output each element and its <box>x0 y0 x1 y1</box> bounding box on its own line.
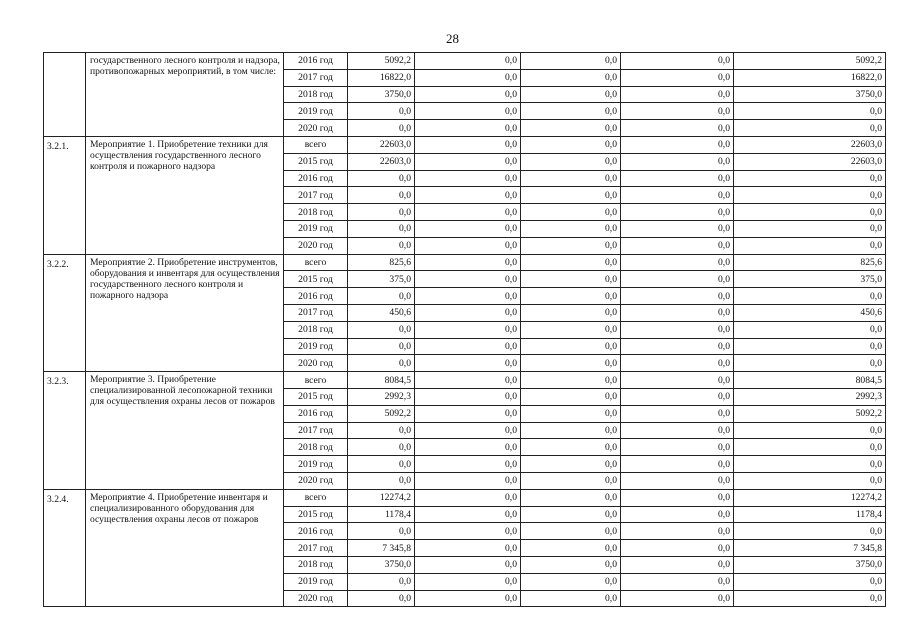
value-cell-4: 0,0 <box>621 288 734 305</box>
value-cell-4: 0,0 <box>621 439 734 456</box>
value-cell-1: 8084,5 <box>348 372 415 389</box>
value-cell-3: 0,0 <box>521 153 621 170</box>
value-cell-4: 0,0 <box>621 489 734 506</box>
value-cell-2: 0,0 <box>415 103 521 120</box>
value-cell-1: 0,0 <box>348 472 415 489</box>
value-cell-4: 0,0 <box>621 523 734 540</box>
period-cell: 2017 год <box>284 422 348 439</box>
value-cell-4: 0,0 <box>621 540 734 557</box>
period-cell: 2015 год <box>284 153 348 170</box>
period-cell: 2020 год <box>284 120 348 137</box>
value-cell-3: 0,0 <box>521 388 621 405</box>
value-cell-4: 0,0 <box>621 372 734 389</box>
value-cell-4: 0,0 <box>621 187 734 204</box>
period-cell: 2020 год <box>284 237 348 254</box>
budget-table <box>43 52 886 607</box>
value-cell-5: 22603,0 <box>734 153 886 170</box>
value-cell-5: 2992,3 <box>734 388 886 405</box>
value-cell-3: 0,0 <box>521 204 621 221</box>
value-cell-2: 0,0 <box>415 170 521 187</box>
value-cell-5: 0,0 <box>734 472 886 489</box>
value-cell-5: 0,0 <box>734 237 886 254</box>
value-cell-2: 0,0 <box>415 69 521 86</box>
value-cell-1: 0,0 <box>348 204 415 221</box>
value-cell-2: 0,0 <box>415 556 521 573</box>
value-cell-2: 0,0 <box>415 53 521 70</box>
value-cell-3: 0,0 <box>521 271 621 288</box>
value-cell-4: 0,0 <box>621 136 734 153</box>
value-cell-5: 1178,4 <box>734 506 886 523</box>
value-cell-5: 7 345,8 <box>734 540 886 557</box>
value-cell-1: 0,0 <box>348 321 415 338</box>
value-cell-1: 0,0 <box>348 590 415 607</box>
value-cell-1: 16822,0 <box>348 69 415 86</box>
value-cell-2: 0,0 <box>415 136 521 153</box>
value-cell-1: 0,0 <box>348 237 415 254</box>
value-cell-4: 0,0 <box>621 388 734 405</box>
value-cell-1: 375,0 <box>348 271 415 288</box>
value-cell-3: 0,0 <box>521 590 621 607</box>
value-cell-2: 0,0 <box>415 220 521 237</box>
value-cell-1: 0,0 <box>348 288 415 305</box>
value-cell-3: 0,0 <box>521 506 621 523</box>
value-cell-2: 0,0 <box>415 254 521 271</box>
value-cell-4: 0,0 <box>621 321 734 338</box>
value-cell-4: 0,0 <box>621 103 734 120</box>
value-cell-2: 0,0 <box>415 187 521 204</box>
value-cell-4: 0,0 <box>621 170 734 187</box>
period-cell: 2017 год <box>284 540 348 557</box>
value-cell-3: 0,0 <box>521 338 621 355</box>
value-cell-5: 8084,5 <box>734 372 886 389</box>
value-cell-2: 0,0 <box>415 120 521 137</box>
value-cell-2: 0,0 <box>415 237 521 254</box>
value-cell-5: 0,0 <box>734 204 886 221</box>
value-cell-1: 7 345,8 <box>348 540 415 557</box>
value-cell-1: 0,0 <box>348 573 415 590</box>
value-cell-2: 0,0 <box>415 523 521 540</box>
value-cell-3: 0,0 <box>521 120 621 137</box>
period-cell: 2017 год <box>284 69 348 86</box>
value-cell-4: 0,0 <box>621 69 734 86</box>
value-cell-1: 0,0 <box>348 422 415 439</box>
value-cell-5: 0,0 <box>734 170 886 187</box>
value-cell-3: 0,0 <box>521 237 621 254</box>
item-name: Мероприятие 3. Приобретение специализированной лесопожарной техники для осуществления охраны лесов от пожаров <box>86 372 284 490</box>
value-cell-3: 0,0 <box>521 456 621 473</box>
value-cell-1: 22603,0 <box>348 136 415 153</box>
period-cell: 2019 год <box>284 103 348 120</box>
value-cell-1: 0,0 <box>348 439 415 456</box>
period-cell: 2016 год <box>284 170 348 187</box>
value-cell-3: 0,0 <box>521 540 621 557</box>
period-cell: 2015 год <box>284 271 348 288</box>
value-cell-1: 5092,2 <box>348 53 415 70</box>
period-cell: 2016 год <box>284 523 348 540</box>
item-number: 3.2.2. <box>44 254 86 372</box>
item-name: Мероприятие 1. Приобретение техники для осуществления государственного лесного контроля и пожарного надзора <box>86 136 284 254</box>
value-cell-3: 0,0 <box>521 136 621 153</box>
value-cell-3: 0,0 <box>521 321 621 338</box>
table-row <box>44 254 886 271</box>
value-cell-5: 0,0 <box>734 573 886 590</box>
value-cell-4: 0,0 <box>621 456 734 473</box>
value-cell-3: 0,0 <box>521 405 621 422</box>
period-cell: 2019 год <box>284 456 348 473</box>
value-cell-4: 0,0 <box>621 422 734 439</box>
value-cell-4: 0,0 <box>621 120 734 137</box>
period-cell: 2016 год <box>284 288 348 305</box>
period-cell: 2018 год <box>284 204 348 221</box>
table-row <box>44 372 886 389</box>
value-cell-4: 0,0 <box>621 237 734 254</box>
value-cell-1: 2992,3 <box>348 388 415 405</box>
value-cell-4: 0,0 <box>621 506 734 523</box>
value-cell-1: 825,6 <box>348 254 415 271</box>
period-cell: 2019 год <box>284 220 348 237</box>
value-cell-5: 0,0 <box>734 187 886 204</box>
period-cell: 2020 год <box>284 355 348 372</box>
value-cell-5: 3750,0 <box>734 556 886 573</box>
value-cell-5: 0,0 <box>734 220 886 237</box>
value-cell-1: 0,0 <box>348 103 415 120</box>
value-cell-1: 0,0 <box>348 456 415 473</box>
item-number: 3.2.3. <box>44 372 86 490</box>
value-cell-4: 0,0 <box>621 86 734 103</box>
value-cell-3: 0,0 <box>521 439 621 456</box>
value-cell-2: 0,0 <box>415 540 521 557</box>
period-cell: 2019 год <box>284 573 348 590</box>
value-cell-2: 0,0 <box>415 338 521 355</box>
value-cell-4: 0,0 <box>621 304 734 321</box>
value-cell-1: 0,0 <box>348 120 415 137</box>
table-row <box>44 489 886 506</box>
value-cell-3: 0,0 <box>521 573 621 590</box>
value-cell-1: 5092,2 <box>348 405 415 422</box>
value-cell-2: 0,0 <box>415 86 521 103</box>
period-cell: всего <box>284 136 348 153</box>
value-cell-4: 0,0 <box>621 220 734 237</box>
period-cell: 2018 год <box>284 321 348 338</box>
value-cell-5: 0,0 <box>734 288 886 305</box>
value-cell-1: 0,0 <box>348 523 415 540</box>
value-cell-4: 0,0 <box>621 472 734 489</box>
period-cell: 2015 год <box>284 388 348 405</box>
value-cell-4: 0,0 <box>621 355 734 372</box>
value-cell-5: 0,0 <box>734 120 886 137</box>
value-cell-4: 0,0 <box>621 53 734 70</box>
item-number: 3.2.4. <box>44 489 86 607</box>
value-cell-5: 0,0 <box>734 103 886 120</box>
table-row <box>44 136 886 153</box>
value-cell-5: 22603,0 <box>734 136 886 153</box>
value-cell-2: 0,0 <box>415 304 521 321</box>
value-cell-5: 0,0 <box>734 523 886 540</box>
value-cell-1: 0,0 <box>348 338 415 355</box>
value-cell-5: 12274,2 <box>734 489 886 506</box>
value-cell-1: 0,0 <box>348 355 415 372</box>
value-cell-2: 0,0 <box>415 388 521 405</box>
value-cell-1: 3750,0 <box>348 556 415 573</box>
period-cell: 2016 год <box>284 405 348 422</box>
period-cell: 2016 год <box>284 53 348 70</box>
value-cell-2: 0,0 <box>415 439 521 456</box>
value-cell-2: 0,0 <box>415 288 521 305</box>
period-cell: 2018 год <box>284 556 348 573</box>
value-cell-3: 0,0 <box>521 422 621 439</box>
value-cell-1: 0,0 <box>348 170 415 187</box>
item-number: 3.2.1. <box>44 136 86 254</box>
value-cell-1: 1178,4 <box>348 506 415 523</box>
page-number: 28 <box>446 31 459 46</box>
value-cell-3: 0,0 <box>521 187 621 204</box>
value-cell-2: 0,0 <box>415 422 521 439</box>
value-cell-2: 0,0 <box>415 271 521 288</box>
value-cell-1: 12274,2 <box>348 489 415 506</box>
period-cell: всего <box>284 372 348 389</box>
table-row <box>44 53 886 70</box>
value-cell-3: 0,0 <box>521 472 621 489</box>
value-cell-3: 0,0 <box>521 288 621 305</box>
value-cell-5: 5092,2 <box>734 53 886 70</box>
value-cell-3: 0,0 <box>521 69 621 86</box>
period-cell: всего <box>284 254 348 271</box>
value-cell-4: 0,0 <box>621 204 734 221</box>
period-cell: всего <box>284 489 348 506</box>
value-cell-5: 825,6 <box>734 254 886 271</box>
value-cell-4: 0,0 <box>621 271 734 288</box>
value-cell-5: 3750,0 <box>734 86 886 103</box>
period-cell: 2017 год <box>284 304 348 321</box>
value-cell-3: 0,0 <box>521 489 621 506</box>
value-cell-2: 0,0 <box>415 573 521 590</box>
value-cell-2: 0,0 <box>415 489 521 506</box>
value-cell-2: 0,0 <box>415 506 521 523</box>
value-cell-1: 22603,0 <box>348 153 415 170</box>
value-cell-5: 5092,2 <box>734 405 886 422</box>
value-cell-2: 0,0 <box>415 321 521 338</box>
value-cell-2: 0,0 <box>415 456 521 473</box>
value-cell-5: 0,0 <box>734 456 886 473</box>
value-cell-3: 0,0 <box>521 355 621 372</box>
value-cell-3: 0,0 <box>521 220 621 237</box>
value-cell-2: 0,0 <box>415 372 521 389</box>
period-cell: 2020 год <box>284 472 348 489</box>
value-cell-2: 0,0 <box>415 405 521 422</box>
value-cell-4: 0,0 <box>621 573 734 590</box>
item-name: государственного лесного контроля и надзора, противопожарных мероприятий, в том числе: <box>86 53 284 137</box>
value-cell-4: 0,0 <box>621 254 734 271</box>
item-name: Мероприятие 4. Приобретение инвентаря и специализированного оборудования для осуществления охраны лесов от пожаров <box>86 489 284 607</box>
value-cell-3: 0,0 <box>521 304 621 321</box>
value-cell-3: 0,0 <box>521 86 621 103</box>
period-cell: 2019 год <box>284 338 348 355</box>
value-cell-4: 0,0 <box>621 590 734 607</box>
value-cell-2: 0,0 <box>415 355 521 372</box>
value-cell-5: 0,0 <box>734 338 886 355</box>
value-cell-4: 0,0 <box>621 405 734 422</box>
value-cell-3: 0,0 <box>521 103 621 120</box>
value-cell-3: 0,0 <box>521 372 621 389</box>
value-cell-2: 0,0 <box>415 590 521 607</box>
value-cell-3: 0,0 <box>521 53 621 70</box>
value-cell-2: 0,0 <box>415 153 521 170</box>
item-number <box>44 53 86 137</box>
value-cell-5: 375,0 <box>734 271 886 288</box>
period-cell: 2020 год <box>284 590 348 607</box>
value-cell-2: 0,0 <box>415 204 521 221</box>
value-cell-3: 0,0 <box>521 523 621 540</box>
period-cell: 2017 год <box>284 187 348 204</box>
value-cell-4: 0,0 <box>621 338 734 355</box>
value-cell-1: 0,0 <box>348 220 415 237</box>
value-cell-3: 0,0 <box>521 556 621 573</box>
value-cell-5: 0,0 <box>734 422 886 439</box>
value-cell-2: 0,0 <box>415 472 521 489</box>
period-cell: 2018 год <box>284 439 348 456</box>
value-cell-5: 0,0 <box>734 321 886 338</box>
value-cell-3: 0,0 <box>521 254 621 271</box>
value-cell-5: 0,0 <box>734 590 886 607</box>
value-cell-1: 3750,0 <box>348 86 415 103</box>
value-cell-4: 0,0 <box>621 153 734 170</box>
period-cell: 2015 год <box>284 506 348 523</box>
value-cell-4: 0,0 <box>621 556 734 573</box>
value-cell-5: 0,0 <box>734 355 886 372</box>
value-cell-5: 16822,0 <box>734 69 886 86</box>
item-name: Мероприятие 2. Приобретение инструментов, оборудования и инвентаря для осуществления государственного лесного контроля и пожарного надзора <box>86 254 284 372</box>
value-cell-1: 450,6 <box>348 304 415 321</box>
value-cell-5: 450,6 <box>734 304 886 321</box>
period-cell: 2018 год <box>284 86 348 103</box>
value-cell-1: 0,0 <box>348 187 415 204</box>
value-cell-3: 0,0 <box>521 170 621 187</box>
value-cell-5: 0,0 <box>734 439 886 456</box>
